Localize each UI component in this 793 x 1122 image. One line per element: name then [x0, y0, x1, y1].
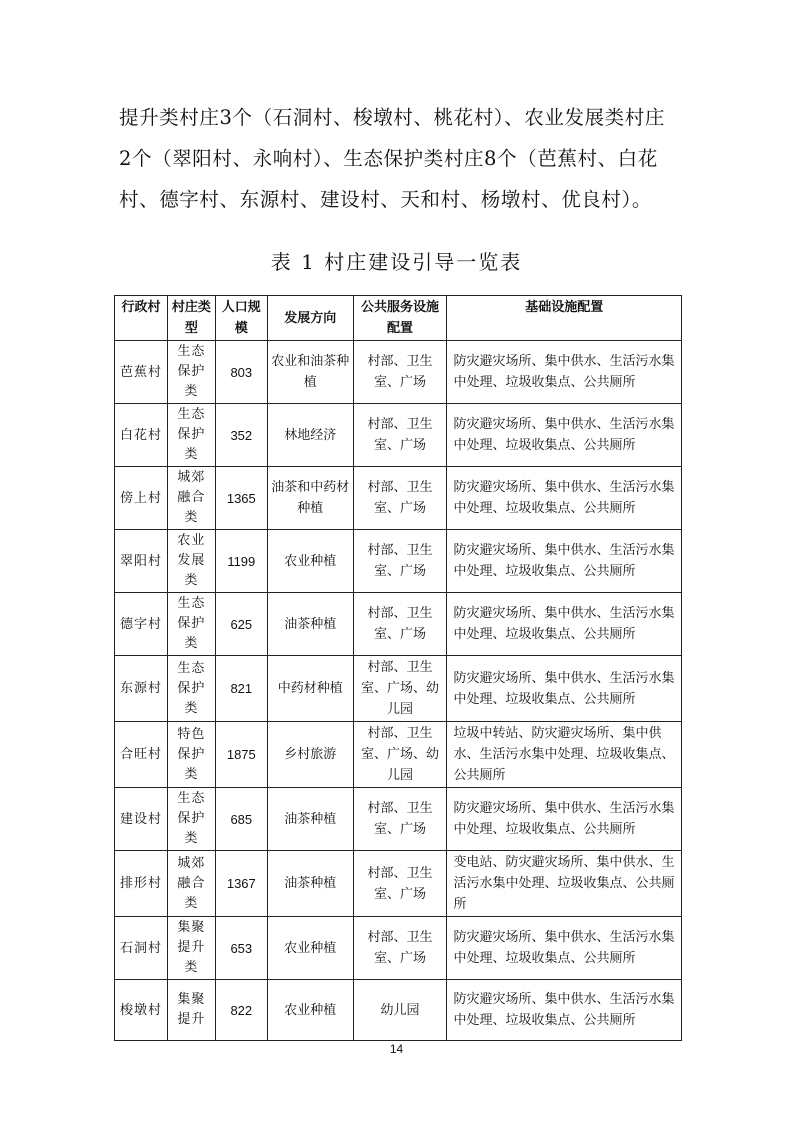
infrastructure-cell: 垃圾中转站、防灾避灾场所、集中供水、生活污水集中处理、垃圾收集点、公共厕所 — [447, 722, 682, 788]
table-row — [115, 467, 682, 530]
paragraph-line: 村、德字村、东源村、建设村、天和村、杨墩村、优良村）。 — [119, 188, 652, 211]
infrastructure-cell: 防灾避灾场所、集中供水、生活污水集中处理、垃圾收集点、公共厕所 — [447, 593, 682, 656]
village-type-cell: 城郊融合类 — [167, 851, 215, 917]
development-direction-cell: 农业种植 — [267, 530, 353, 593]
population-cell: 822 — [215, 980, 267, 1041]
population-cell: 1367 — [215, 851, 267, 917]
village-name-cell: 芭蕉村 — [115, 341, 168, 404]
population-cell: 1199 — [215, 530, 267, 593]
public-services-cell: 村部、卫生室、广场 — [353, 788, 447, 851]
development-direction-cell: 油茶种植 — [267, 851, 353, 917]
village-type-cell: 集聚提升 — [167, 980, 215, 1041]
village-type-cell: 生态保护类 — [167, 341, 215, 404]
village-type-cell: 城郊融合类 — [167, 467, 215, 530]
infrastructure-cell: 防灾避灾场所、集中供水、生活污水集中处理、垃圾收集点、公共厕所 — [447, 404, 682, 467]
public-services-cell: 幼儿园 — [353, 980, 447, 1041]
development-direction-cell: 林地经济 — [267, 404, 353, 467]
population-cell: 803 — [215, 341, 267, 404]
table-row — [115, 341, 682, 404]
village-name-cell: 合旺村 — [115, 722, 168, 788]
header-public-services: 公共服务设施配置 — [353, 296, 447, 341]
table-row — [115, 980, 682, 1041]
page-number: 14 — [389, 1042, 404, 1056]
table-caption: 表 1 村庄建设引导一览表 — [270, 250, 523, 274]
development-direction-cell: 油茶种植 — [267, 593, 353, 656]
body-paragraph — [119, 97, 679, 220]
header-infrastructure: 基础设施配置 — [447, 296, 682, 341]
village-name-cell: 白花村 — [115, 404, 168, 467]
village-name-cell: 东源村 — [115, 656, 168, 722]
public-services-cell: 村部、卫生室、广场 — [353, 917, 447, 980]
infrastructure-cell: 防灾避灾场所、集中供水、生活污水集中处理、垃圾收集点、公共厕所 — [447, 917, 682, 980]
public-services-cell: 村部、卫生室、广场 — [353, 593, 447, 656]
public-services-cell: 村部、卫生室、广场 — [353, 467, 447, 530]
public-services-cell: 村部、卫生室、广场 — [353, 851, 447, 917]
population-cell: 1365 — [215, 467, 267, 530]
village-type-cell: 生态保护类 — [167, 593, 215, 656]
table-row — [115, 530, 682, 593]
header-type: 村庄类型 — [167, 296, 215, 341]
development-direction-cell: 油茶种植 — [267, 788, 353, 851]
table-row — [115, 593, 682, 656]
table-row — [115, 851, 682, 917]
header-direction: 发展方向 — [267, 296, 353, 341]
table-header-row — [115, 296, 682, 341]
development-direction-cell: 乡村旅游 — [267, 722, 353, 788]
village-type-cell: 集聚提升类 — [167, 917, 215, 980]
table-row — [115, 917, 682, 980]
population-cell: 821 — [215, 656, 267, 722]
public-services-cell: 村部、卫生室、广场 — [353, 404, 447, 467]
infrastructure-cell: 防灾避灾场所、集中供水、生活污水集中处理、垃圾收集点、公共厕所 — [447, 788, 682, 851]
table-row — [115, 788, 682, 851]
public-services-cell: 村部、卫生室、广场、幼儿园 — [353, 722, 447, 788]
village-type-cell: 生态保护类 — [167, 656, 215, 722]
public-services-cell: 村部、卫生室、广场、幼儿园 — [353, 656, 447, 722]
table-row — [115, 404, 682, 467]
infrastructure-cell: 防灾避灾场所、集中供水、生活污水集中处理、垃圾收集点、公共厕所 — [447, 980, 682, 1041]
village-name-cell: 德字村 — [115, 593, 168, 656]
village-name-cell: 建设村 — [115, 788, 168, 851]
header-village: 行政村 — [115, 296, 168, 341]
header-population: 人口规模 — [215, 296, 267, 341]
population-cell: 352 — [215, 404, 267, 467]
village-name-cell: 石洞村 — [115, 917, 168, 980]
development-direction-cell: 农业种植 — [267, 980, 353, 1041]
population-cell: 685 — [215, 788, 267, 851]
village-type-cell: 特色保护类 — [167, 722, 215, 788]
village-type-cell: 农业发展类 — [167, 530, 215, 593]
public-services-cell: 村部、卫生室、广场 — [353, 530, 447, 593]
population-cell: 625 — [215, 593, 267, 656]
table-row — [115, 722, 682, 788]
village-type-cell: 生态保护类 — [167, 404, 215, 467]
paragraph-line: 2个（翠阳村、永响村）、生态保护类村庄8个（芭蕉村、白花 — [119, 147, 658, 170]
village-name-cell: 排形村 — [115, 851, 168, 917]
infrastructure-cell: 防灾避灾场所、集中供水、生活污水集中处理、垃圾收集点、公共厕所 — [447, 656, 682, 722]
infrastructure-cell: 变电站、防灾避灾场所、集中供水、生活污水集中处理、垃圾收集点、公共厕所 — [447, 851, 682, 917]
village-name-cell: 梭墩村 — [115, 980, 168, 1041]
infrastructure-cell: 防灾避灾场所、集中供水、生活污水集中处理、垃圾收集点、公共厕所 — [447, 341, 682, 404]
infrastructure-cell: 防灾避灾场所、集中供水、生活污水集中处理、垃圾收集点、公共厕所 — [447, 530, 682, 593]
public-services-cell: 村部、卫生室、广场 — [353, 341, 447, 404]
village-name-cell: 翠阳村 — [115, 530, 168, 593]
table-row — [115, 656, 682, 722]
infrastructure-cell: 防灾避灾场所、集中供水、生活污水集中处理、垃圾收集点、公共厕所 — [447, 467, 682, 530]
village-guidance-table — [114, 295, 682, 1041]
village-type-cell: 生态保护类 — [167, 788, 215, 851]
village-name-cell: 傍上村 — [115, 467, 168, 530]
population-cell: 653 — [215, 917, 267, 980]
population-cell: 1875 — [215, 722, 267, 788]
development-direction-cell: 农业和油茶种植 — [267, 341, 353, 404]
development-direction-cell: 中药材种植 — [267, 656, 353, 722]
development-direction-cell: 油茶和中药材种植 — [267, 467, 353, 530]
development-direction-cell: 农业种植 — [267, 917, 353, 980]
paragraph-line: 提升类村庄3个（石洞村、梭墩村、桃花村）、农业发展类村庄 — [119, 106, 665, 129]
